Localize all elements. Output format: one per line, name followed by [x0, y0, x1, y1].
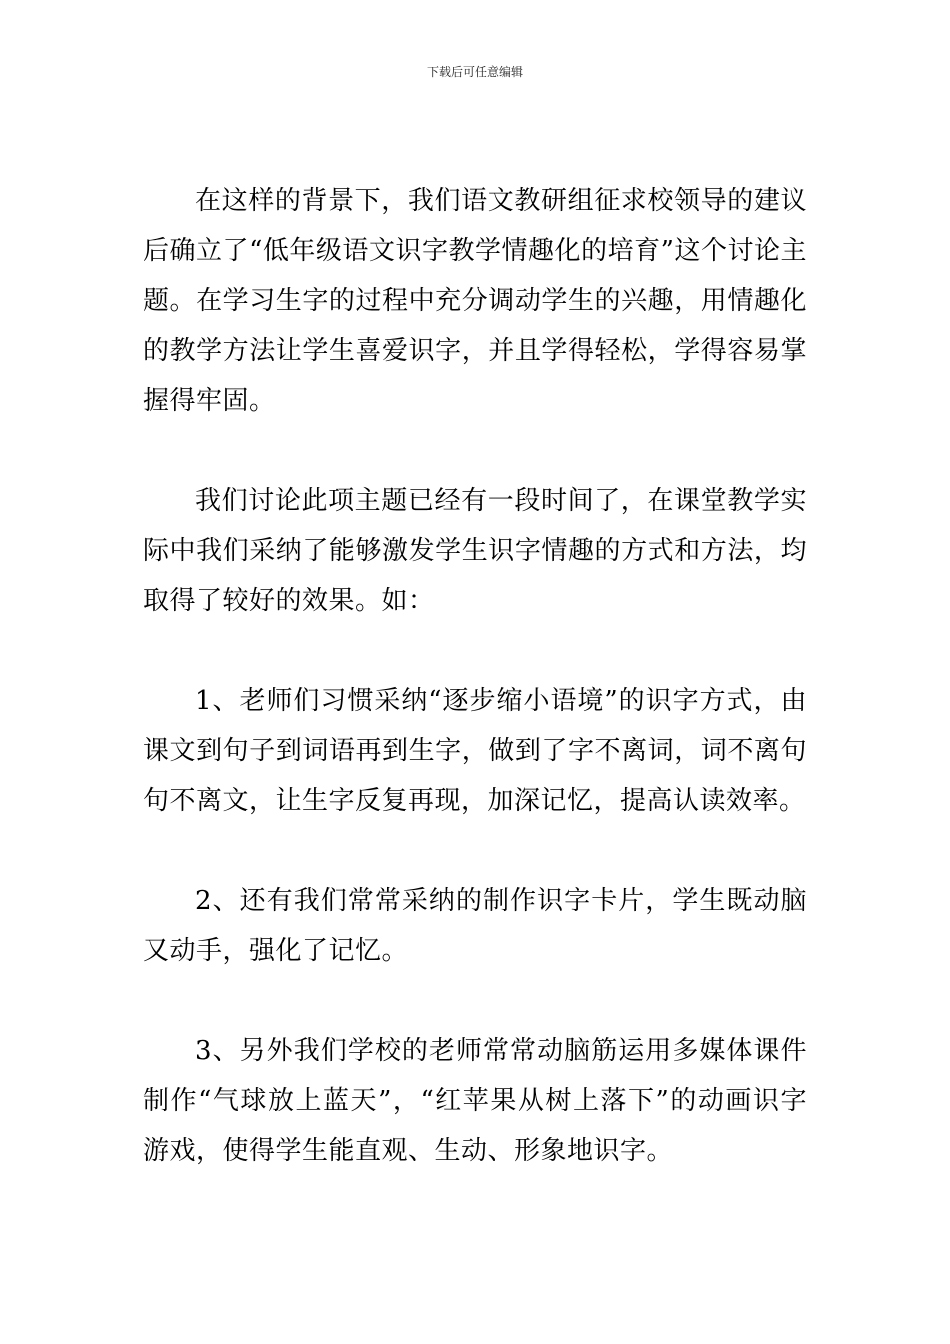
paragraph-method-3: 3、另外我们学校的老师常常动脑筋运用多媒体课件制作“气球放上蓝天”，“红苹果从树上落下”的动画识字游戏，使得学生能直观、生动、形象地识字。	[143, 1036, 807, 1166]
paragraph-research-progress: 我们讨论此项主题已经有一段时间了，在课堂教学实际中我们采纳了能够激发学生识字情趣的方式和方法，均取得了较好的效果。如：	[143, 486, 807, 616]
paragraph-method-1: 1、老师们习惯采纳“逐步缩小语境”的识字方式，由课文到句子到词语再到生字，做到了字不离词，词不离句句不离文，让生字反复再现，加深记忆，提高认读效率。	[143, 686, 807, 816]
page-header: 下载后可任意编辑	[426, 65, 523, 79]
document-body	[143, 176, 807, 1226]
paragraph-method-2: 2、还有我们常常采纳的制作识字卡片，学生既动脑又动手，强化了记忆。	[143, 886, 807, 966]
paragraph-background: 在这样的背景下，我们语文教研组征求校领导的建议后确立了“低年级语文识字教学情趣化的培育”这个讨论主题。在学习生字的过程中充分调动学生的兴趣，用情趣化的教学方法让学生喜爱识字，并且学得轻松，学得容易掌握得牢固。	[143, 186, 807, 416]
